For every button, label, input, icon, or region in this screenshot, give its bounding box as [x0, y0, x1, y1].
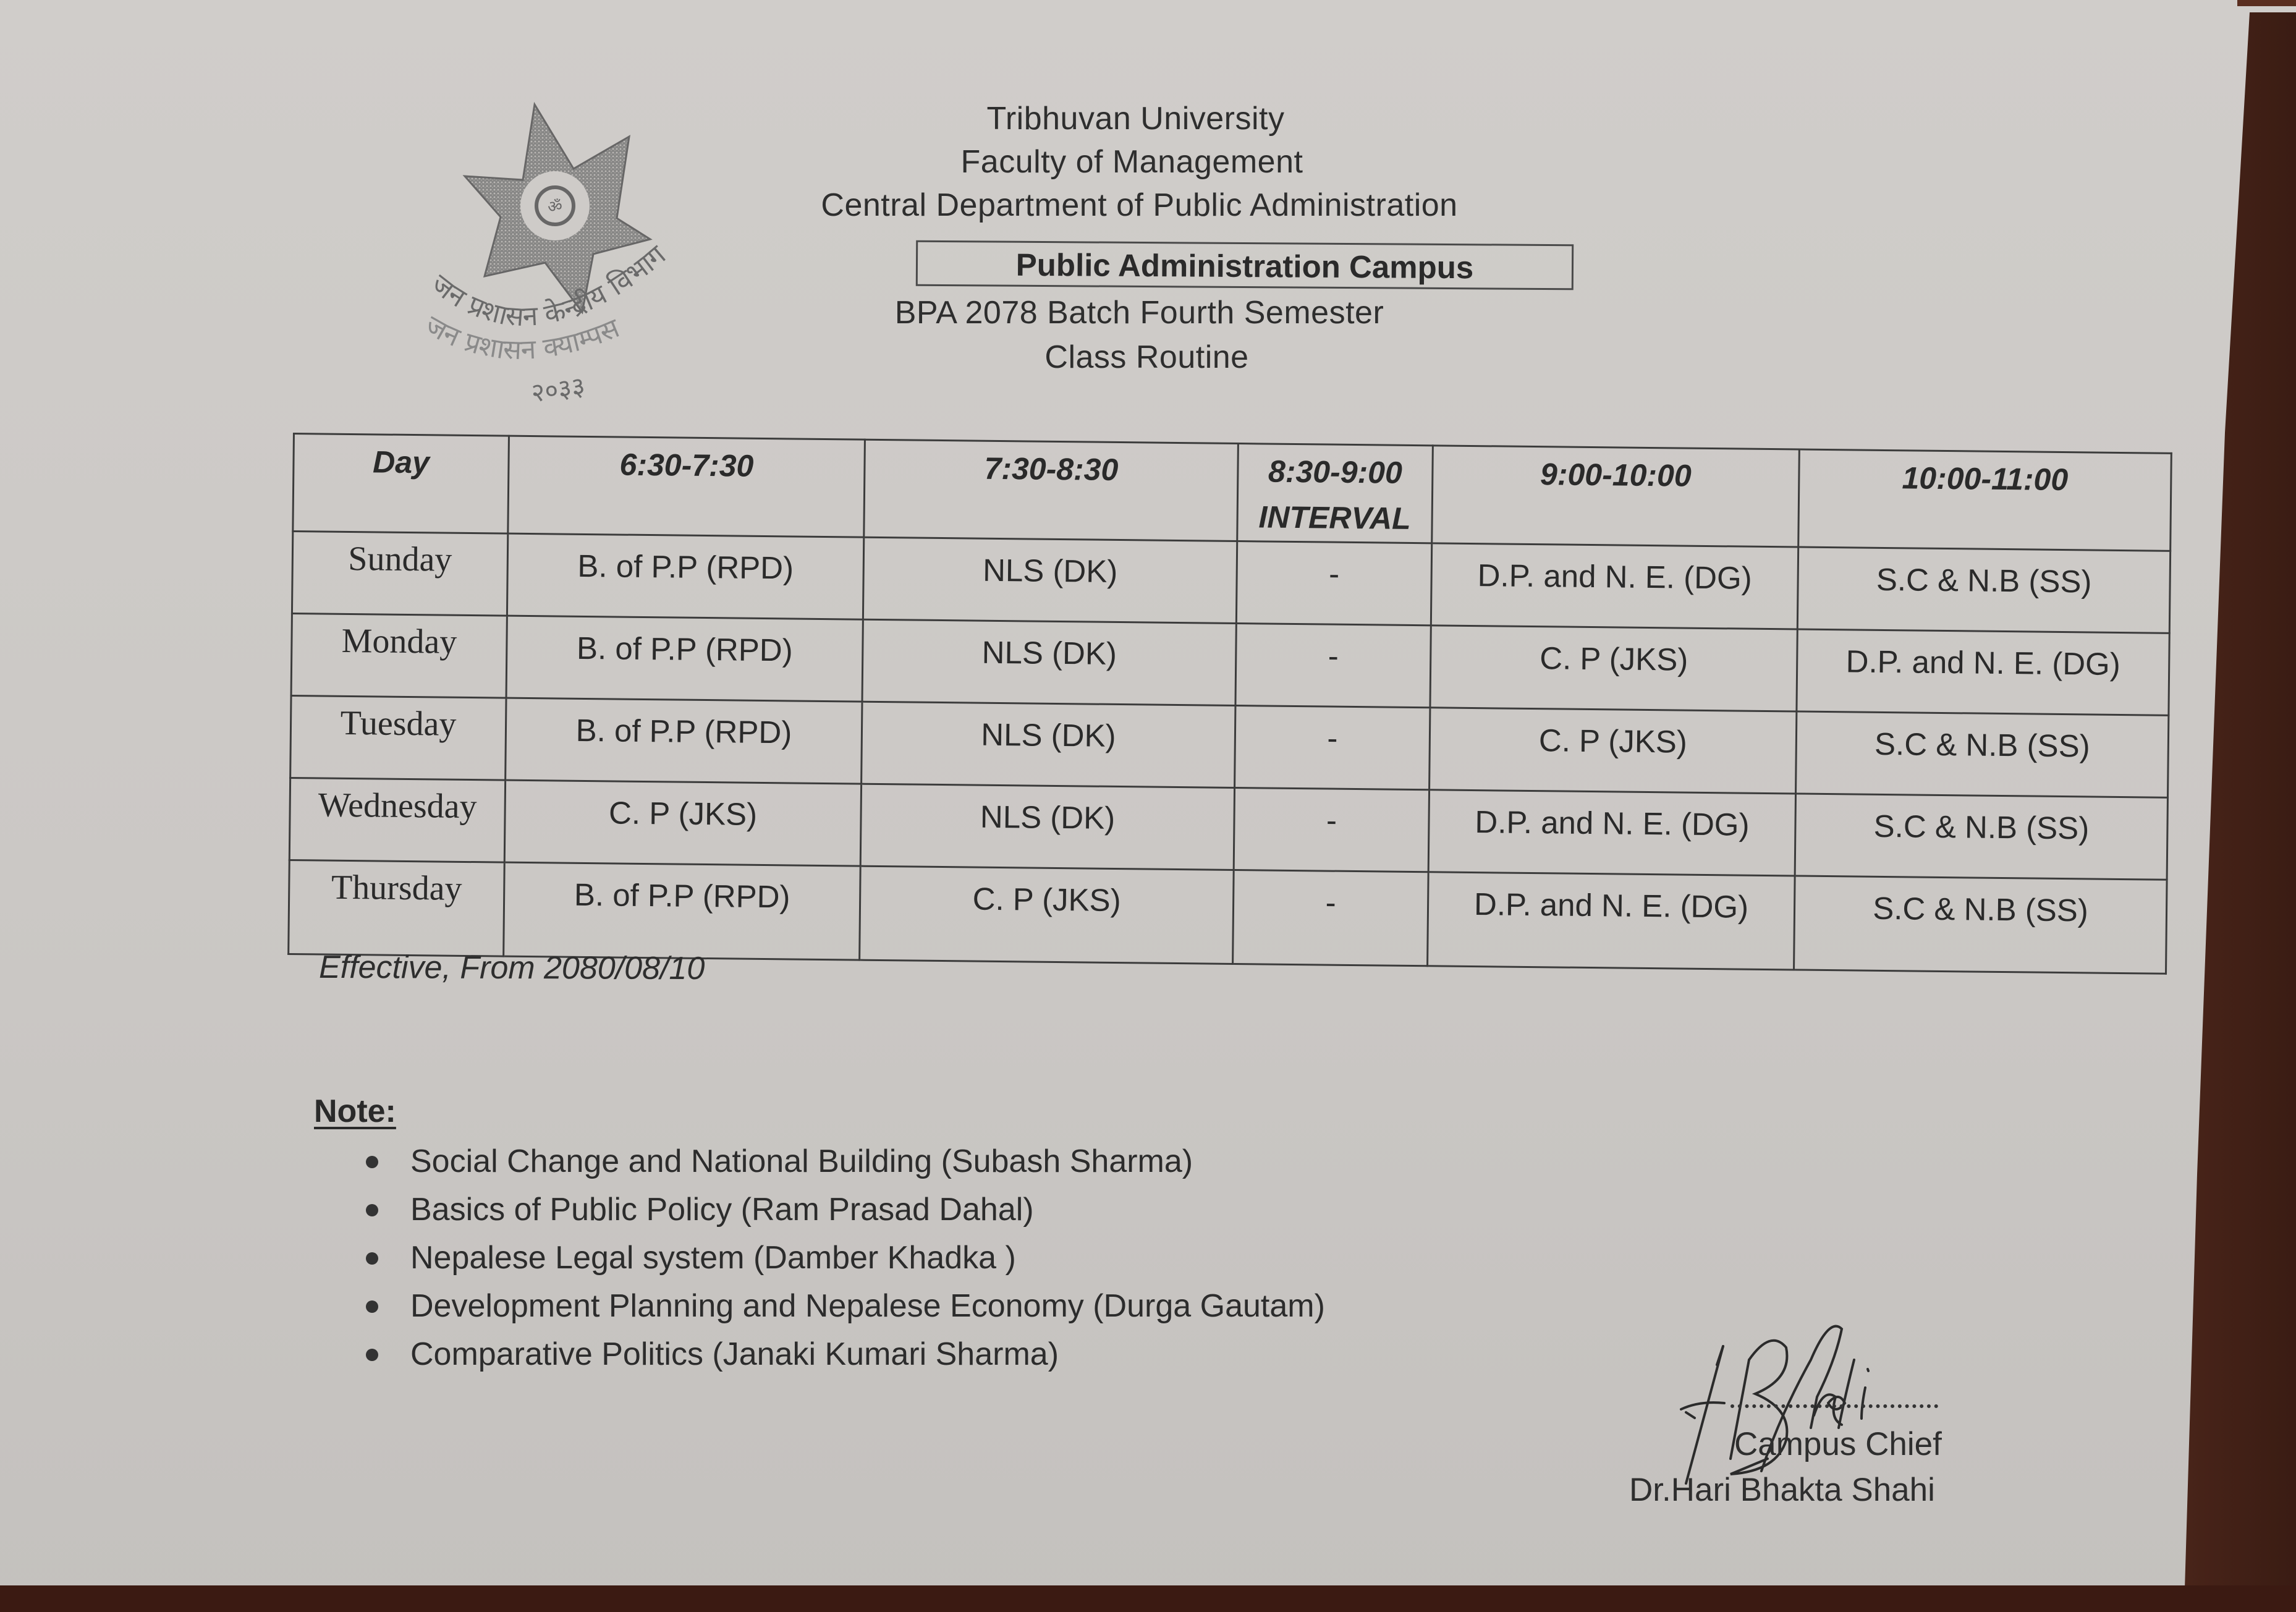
class-cell: S.C & N.B (SS) [1795, 794, 2167, 880]
note-text: Nepalese Legal system (Damber Khadka ) [410, 1240, 1016, 1276]
column-header-interval [1237, 444, 1433, 543]
class-cell: B. of P.P (RPD) [507, 533, 863, 619]
class-cell: B. of P.P (RPD) [506, 698, 862, 784]
class-cell: D.P. and N. E. (DG) [1428, 790, 1795, 876]
note-text: Development Planning and Nepalese Economy (Durga Gautam) [410, 1288, 1325, 1324]
wooden-surface-top [2237, 0, 2296, 6]
class-cell: D.P. and N. E. (DG) [1431, 543, 1798, 629]
signatory-role: Campus Chief [1734, 1426, 1942, 1462]
signatory-name: Dr.Hari Bhakta Shahi [1629, 1472, 1935, 1508]
note-text: Basics of Public Policy (Ram Prasad Dahal) [410, 1192, 1034, 1228]
table-header-row [293, 434, 2171, 551]
class-cell: NLS (DK) [860, 784, 1234, 870]
column-header-slot-5: 10:00-11:00 [1798, 449, 2172, 551]
day-cell: Thursday [289, 860, 505, 956]
document-title: Class Routine [1044, 339, 1249, 375]
campus-name: Public Administration Campus [1015, 247, 1474, 286]
class-cell: S.C & N.B (SS) [1796, 711, 2169, 797]
interval-cell: - [1233, 870, 1429, 965]
day-cell: Tuesday [290, 695, 506, 780]
day-cell: Sunday [292, 532, 507, 616]
bullet-icon [366, 1349, 378, 1361]
list-item [346, 1286, 1325, 1334]
subject-notes-list [346, 1141, 1325, 1382]
list-item [346, 1334, 1325, 1382]
column-header-slot-4: 9:00-10:00 [1432, 446, 1800, 547]
class-cell: C. P (JKS) [860, 866, 1234, 964]
bullet-icon [366, 1156, 378, 1168]
class-cell: C. P (JKS) [504, 780, 861, 866]
interval-time: 8:30-9:00 [1268, 454, 1403, 490]
seal-arc-inner: जन प्रशासन क्याम्पस [420, 309, 624, 367]
list-item [346, 1141, 1325, 1189]
day-cell: Wednesday [289, 778, 505, 862]
class-cell: C. P (JKS) [1430, 708, 1797, 794]
campus-title-box [916, 240, 1574, 290]
day-cell: Monday [291, 613, 507, 698]
effective-date: Effective, From 2080/08/10 [318, 949, 705, 987]
signature-line [1730, 1404, 1938, 1408]
class-cell: S.C & N.B (SS) [1797, 547, 2170, 633]
note-text: Social Change and National Building (Subash Sharma) [410, 1143, 1193, 1179]
list-item [346, 1189, 1325, 1237]
column-header-slot-2: 7:30-8:30 [864, 439, 1239, 541]
interval-cell: - [1235, 705, 1430, 789]
note-heading: Note: [314, 1093, 396, 1129]
svg-text:ॐ: ॐ [548, 198, 562, 216]
bullet-icon [366, 1252, 378, 1265]
wooden-surface-bottom [0, 1585, 2296, 1612]
note-text: Comparative Politics (Janaki Kumari Sharma) [410, 1336, 1059, 1372]
class-cell: S.C & N.B (SS) [1794, 876, 2167, 974]
seal-arc-outer: जन प्रशासन केन्द्रीय विभाग [425, 239, 672, 333]
interval-cell: - [1236, 541, 1431, 626]
seal-year: २०३३ [529, 370, 587, 409]
list-item [346, 1237, 1325, 1286]
class-cell: D.P. and N. E. (DG) [1428, 872, 1795, 970]
class-cell: NLS (DK) [862, 619, 1236, 705]
class-routine-table [287, 433, 2172, 975]
class-cell: C. P (JKS) [1430, 626, 1797, 711]
department-name: Central Department of Public Administration [821, 187, 1458, 223]
interval-label: INTERVAL [1258, 499, 1412, 536]
class-cell: B. of P.P (RPD) [506, 616, 863, 702]
class-cell: B. of P.P (RPD) [504, 862, 861, 960]
bullet-icon [366, 1204, 378, 1216]
class-cell: NLS (DK) [863, 537, 1237, 623]
class-cell: NLS (DK) [862, 702, 1235, 787]
interval-cell: - [1235, 624, 1431, 708]
column-header-day: Day [293, 434, 509, 534]
bullet-icon [366, 1300, 378, 1313]
faculty-name: Faculty of Management [960, 144, 1303, 180]
batch-semester: BPA 2078 Batch Fourth Semester [894, 295, 1384, 331]
university-name: Tribhuvan University [986, 101, 1285, 137]
interval-cell: - [1234, 787, 1429, 872]
column-header-slot-1: 6:30-7:30 [508, 436, 865, 537]
class-cell: D.P. and N. E. (DG) [1797, 629, 2169, 715]
